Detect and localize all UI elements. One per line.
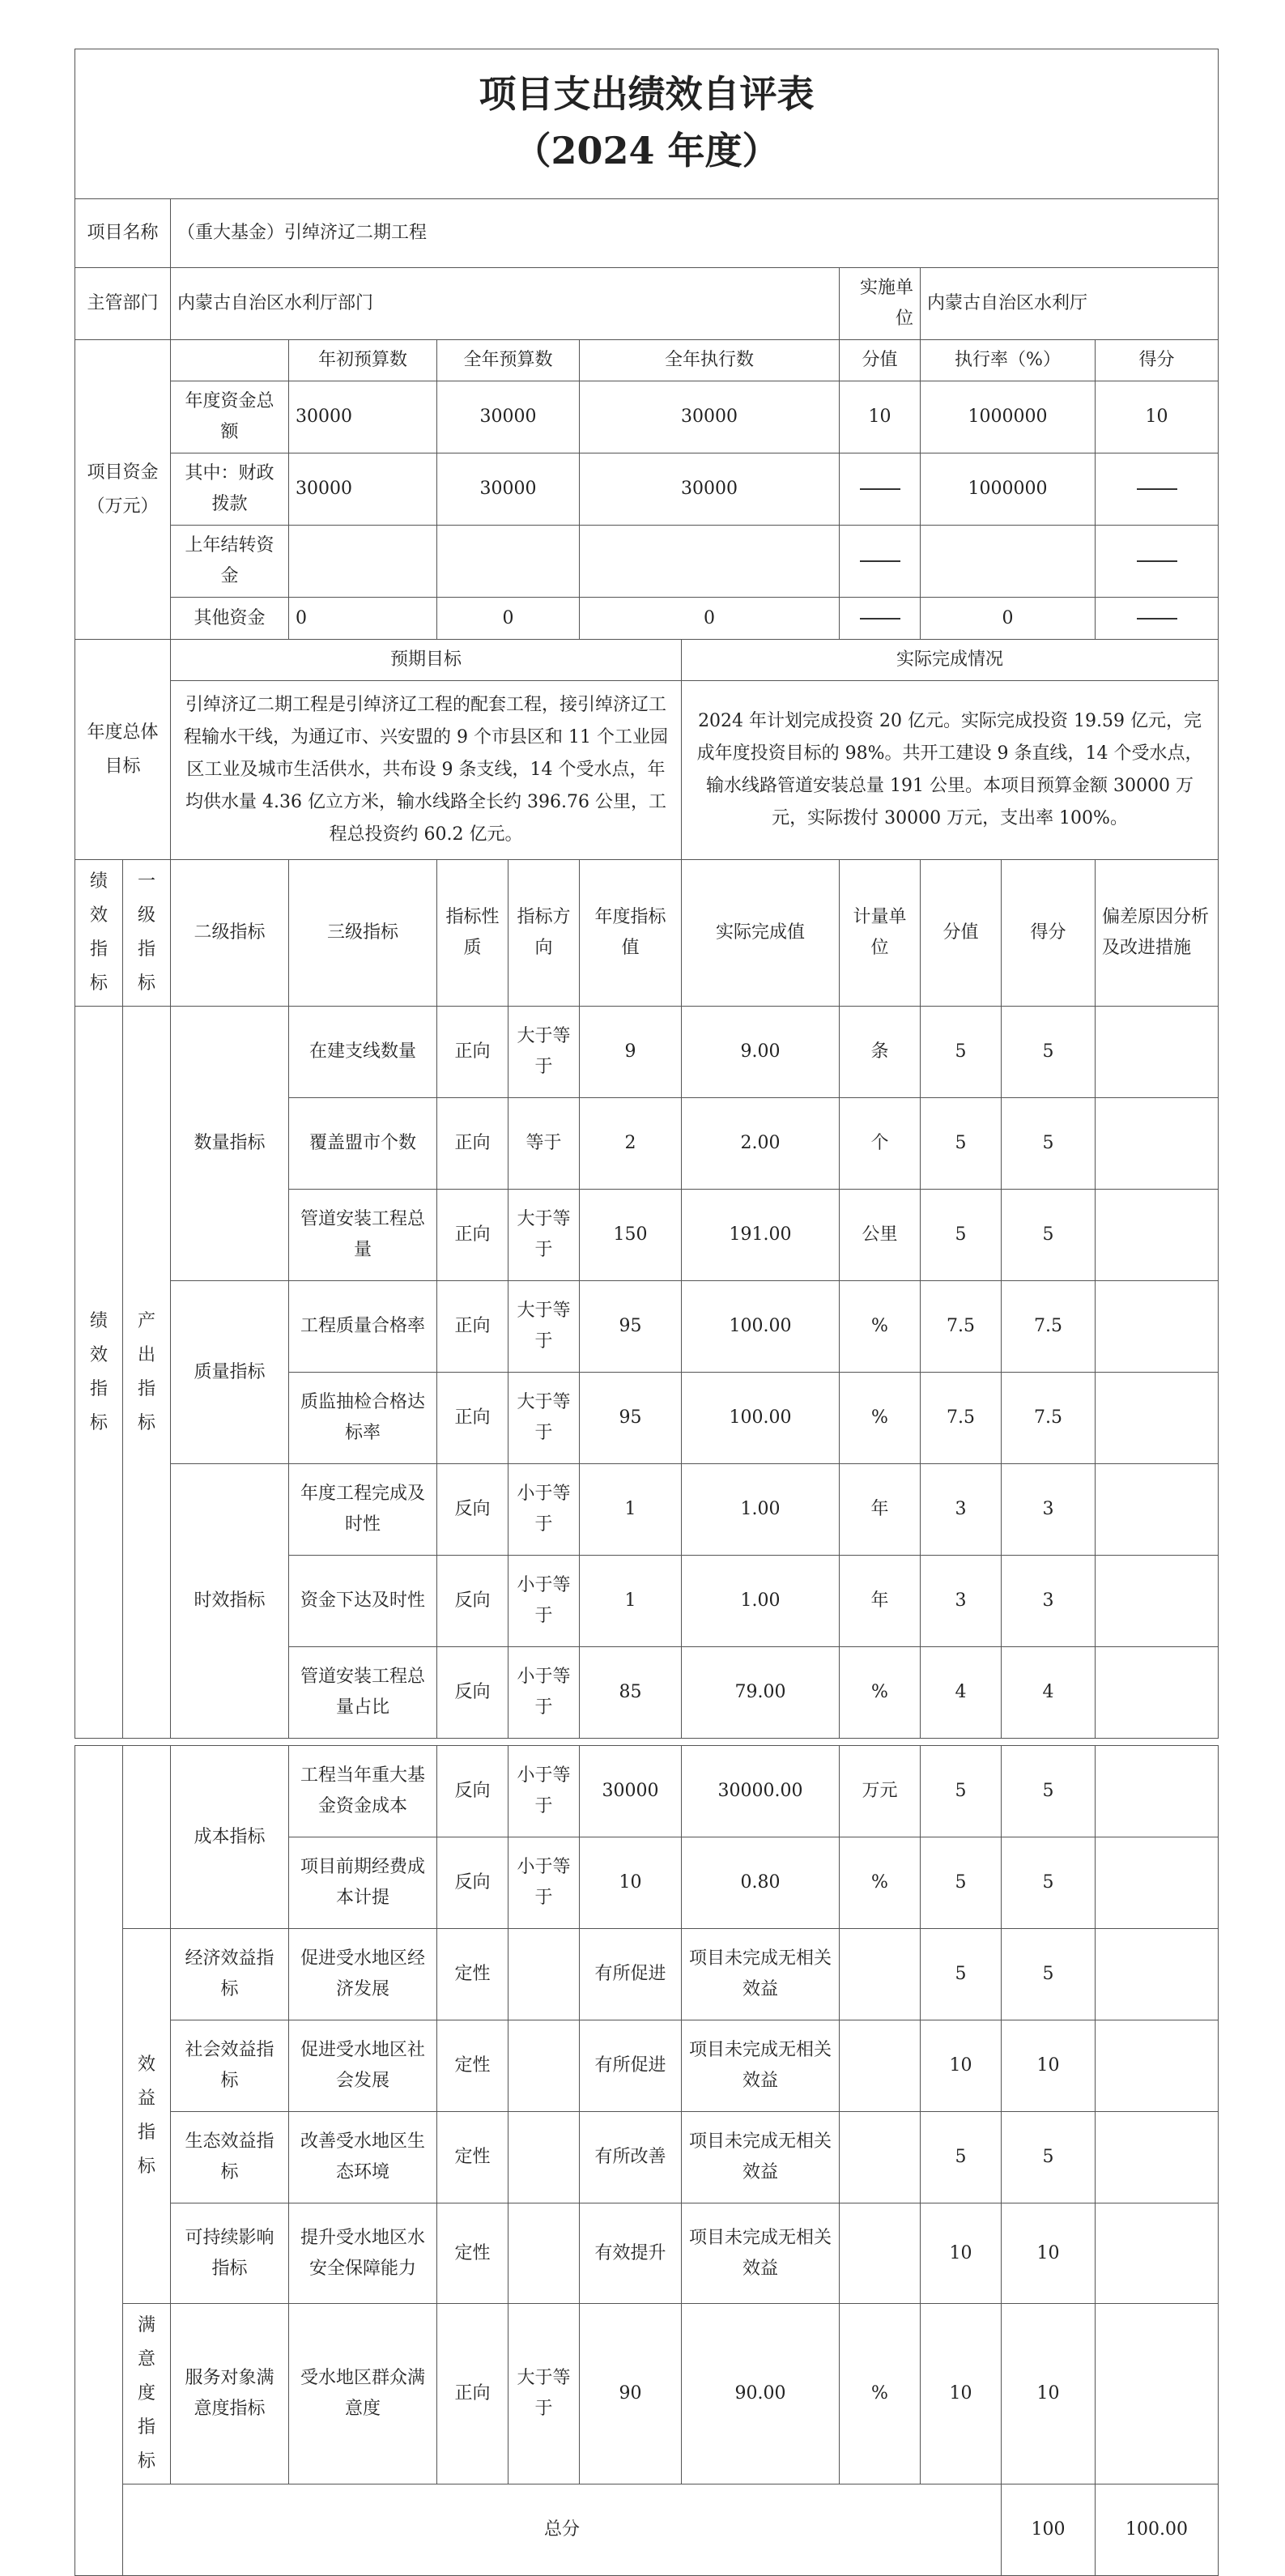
ind-score: 10 [1002,2020,1096,2112]
ind-actual: 79.00 [682,1647,840,1739]
project-name-label: 项目名称 [75,199,171,268]
ind-name: 工程当年重大基金资金成本 [289,1746,437,1837]
funds-cell: 30000 [580,381,840,453]
ind-target: 2 [580,1098,682,1190]
ind-weight: 7.5 [921,1281,1002,1373]
goals-label: 年度总体目标 [75,640,171,860]
ind-score: 5 [1002,2112,1096,2203]
ind-header: 年度指标值 [580,860,682,1007]
ind-score: 5 [1002,1746,1096,1837]
ind-actual: 项目未完成无相关效益 [682,2020,840,2112]
ind-unit: % [840,1837,921,1929]
ind-nature: 定性 [437,2112,508,2203]
goals-actual-header: 实际完成情况 [682,640,1219,681]
ind-name: 促进受水地区经济发展 [289,1929,437,2020]
ind-name: 促进受水地区社会发展 [289,2020,437,2112]
funds-cell-dash [840,453,921,526]
ind-nature: 正向 [437,2304,508,2484]
funds-cell-dash [840,598,921,640]
ind-target: 1 [580,1464,682,1556]
ind-nature: 定性 [437,2020,508,2112]
ind-target: 30000 [580,1746,682,1837]
ind-weight: 7.5 [921,1373,1002,1464]
impl-label: 实施单位 [840,268,921,340]
funds-cell [580,526,840,598]
funds-cell: 0 [921,598,1096,640]
ind-unit: % [840,1647,921,1739]
satisfaction-label: 满意度指标 [123,2304,171,2484]
funds-cell-dash [1096,526,1219,598]
ind-unit: 年 [840,1556,921,1647]
ind-weight: 10 [921,2203,1002,2304]
ind-deviation [1096,2020,1219,2112]
funds-cell: 30000 [289,453,437,526]
ind-score: 10 [1002,2203,1096,2304]
impl-value: 内蒙古自治区水利厅 [921,268,1219,340]
ind-nature: 正向 [437,1373,508,1464]
ind-target: 1 [580,1556,682,1647]
funds-label: 项目资金（万元） [75,340,171,640]
ind-weight: 5 [921,1837,1002,1929]
ind-header: 实际完成值 [682,860,840,1007]
ind-target: 95 [580,1281,682,1373]
ind-name: 受水地区群众满意度 [289,2304,437,2484]
group-service: 服务对象满意度指标 [171,2304,289,2484]
funds-cell: 1000000 [921,381,1096,453]
ind-actual: 1.00 [682,1556,840,1647]
funds-cell-dash [1096,453,1219,526]
ind-dir [508,2020,580,2112]
ind-weight: 4 [921,1647,1002,1739]
funds-header-initial: 年初预算数 [289,340,437,381]
ind-target: 9 [580,1007,682,1098]
dept-label: 主管部门 [75,268,171,340]
ind-deviation [1096,1647,1219,1739]
ind-score: 5 [1002,1929,1096,2020]
ind-dir: 大于等于 [508,1373,580,1464]
ind-deviation [1096,1007,1219,1098]
group-social: 社会效益指标 [171,2020,289,2112]
group-quantity: 数量指标 [171,1007,289,1281]
ind-actual: 191.00 [682,1190,840,1281]
ind-unit [840,1929,921,2020]
group-eco: 生态效益指标 [171,2112,289,2203]
group-sustain: 可持续影响指标 [171,2203,289,2304]
funds-cell [437,526,580,598]
ind-header: 三级指标 [289,860,437,1007]
dept-value: 内蒙古自治区水利厅部门 [171,268,840,340]
ind-nature: 反向 [437,1746,508,1837]
goals-expected-header: 预期目标 [171,640,682,681]
group-time: 时效指标 [171,1464,289,1739]
ind-dir: 小于等于 [508,1556,580,1647]
ind-header: 指标方向 [508,860,580,1007]
ind-target: 95 [580,1373,682,1464]
ind-weight: 3 [921,1464,1002,1556]
ind-target: 有所改善 [580,2112,682,2203]
page-title: 项目支出绩效自评表 [479,72,815,116]
ind-score: 5 [1002,1190,1096,1281]
ind-unit: % [840,2304,921,2484]
ind-dir: 大于等于 [508,1281,580,1373]
ind-actual: 项目未完成无相关效益 [682,2203,840,2304]
ind-actual: 100.00 [682,1281,840,1373]
ind-name: 提升受水地区水安全保障能力 [289,2203,437,2304]
ind-header: 计量单位 [840,860,921,1007]
ind-score: 7.5 [1002,1281,1096,1373]
ind-weight: 5 [921,1746,1002,1837]
ind-unit [840,2203,921,2304]
funds-row-label: 年度资金总额 [171,381,289,453]
ind-target: 85 [580,1647,682,1739]
ind-actual: 项目未完成无相关效益 [682,2112,840,2203]
ind-actual: 30000.00 [682,1746,840,1837]
funds-header-annual: 全年预算数 [437,340,580,381]
ind-name: 管道安装工程总量占比 [289,1647,437,1739]
ind-score: 10 [1002,2304,1096,2484]
ind-nature: 反向 [437,1464,508,1556]
funds-row-label: 上年结转资金 [171,526,289,598]
ind-deviation [1096,1746,1219,1837]
ind-dir [508,1929,580,2020]
ind-unit: % [840,1373,921,1464]
ind-weight: 5 [921,1929,1002,2020]
ind-header: 偏差原因分析及改进措施 [1096,860,1219,1007]
ind-dir: 大于等于 [508,1190,580,1281]
funds-cell: 0 [289,598,437,640]
ind-name: 管道安装工程总量 [289,1190,437,1281]
ind-unit [840,2112,921,2203]
ind-nature: 定性 [437,1929,508,2020]
ind-header: 一级指标 [123,860,171,1007]
ind-name: 资金下达及时性 [289,1556,437,1647]
ind-nature: 正向 [437,1281,508,1373]
funds-header-rate: 执行率（%） [921,340,1096,381]
ind-score: 7.5 [1002,1373,1096,1464]
ind-name: 覆盖盟市个数 [289,1098,437,1190]
funds-header-weight: 分值 [840,340,921,381]
ind-actual: 0.80 [682,1837,840,1929]
ind-actual: 项目未完成无相关效益 [682,1929,840,2020]
perf-label-continued [75,1746,123,2576]
ind-weight: 10 [921,2304,1002,2484]
ind-target: 10 [580,1837,682,1929]
evaluation-table-part2 [74,1745,1219,2576]
ind-score: 4 [1002,1647,1096,1739]
group-quality: 质量指标 [171,1281,289,1464]
ind-weight: 5 [921,1007,1002,1098]
funds-cell: 30000 [437,381,580,453]
funds-cell: 0 [437,598,580,640]
ind-deviation [1096,1929,1219,2020]
ind-deviation [1096,1373,1219,1464]
ind-nature: 正向 [437,1007,508,1098]
ind-dir: 小于等于 [508,1837,580,1929]
ind-dir: 小于等于 [508,1746,580,1837]
ind-target: 90 [580,2304,682,2484]
ind-nature: 正向 [437,1190,508,1281]
ind-deviation [1096,1556,1219,1647]
ind-actual: 1.00 [682,1464,840,1556]
ind-weight: 5 [921,2112,1002,2203]
ind-deviation [1096,1464,1219,1556]
ind-name: 年度工程完成及时性 [289,1464,437,1556]
perf-label: 绩效指标 [75,1007,123,1739]
ind-unit: 公里 [840,1190,921,1281]
funds-cell [289,526,437,598]
ind-deviation [1096,1098,1219,1190]
output-label-continued [123,1746,171,1929]
ind-name: 质监抽检合格达标率 [289,1373,437,1464]
ind-target: 150 [580,1190,682,1281]
group-econ: 经济效益指标 [171,1929,289,2020]
title-cell [75,49,1219,199]
ind-score: 5 [1002,1837,1096,1929]
table-gap [74,1739,1218,1745]
ind-nature: 反向 [437,1556,508,1647]
ind-dir: 等于 [508,1098,580,1190]
ind-weight: 10 [921,2020,1002,2112]
ind-dir: 小于等于 [508,1647,580,1739]
ind-header: 绩效指标 [75,860,123,1007]
funds-cell: 30000 [289,381,437,453]
ind-deviation [1096,1837,1219,1929]
funds-cell: 10 [1096,381,1219,453]
funds-cell [921,526,1096,598]
funds-row-label: 其他资金 [171,598,289,640]
ind-name: 在建支线数量 [289,1007,437,1098]
self-evaluation-sheet [74,49,1218,2576]
ind-deviation [1096,1281,1219,1373]
funds-cell-dash [1096,598,1219,640]
ind-header: 得分 [1002,860,1096,1007]
output-label: 产出指标 [123,1007,171,1739]
benefit-label: 效益指标 [123,1929,171,2304]
funds-cell: 30000 [580,453,840,526]
ind-unit [840,2020,921,2112]
ind-deviation [1096,2304,1219,2484]
funds-row-label: 其中：财政拨款 [171,453,289,526]
ind-score: 3 [1002,1556,1096,1647]
ind-weight: 5 [921,1190,1002,1281]
ind-target: 有所促进 [580,1929,682,2020]
ind-weight: 5 [921,1098,1002,1190]
goals-actual-text: 2024 年计划完成投资 20 亿元。实际完成投资 19.59 亿元，完成年度投资目标的 98%。共开工建设 9 条直线，14 个受水点，输水线路管道安装总量 191 公里。本项目预算金额 30000 万元，实际拨付 30000 万元，支出率 100%。 [682,681,1219,860]
project-name-value: （重大基金）引绰济辽二期工程 [171,199,1219,268]
funds-cell: 30000 [437,453,580,526]
ind-name: 工程质量合格率 [289,1281,437,1373]
ind-score: 3 [1002,1464,1096,1556]
ind-name: 项目前期经费成本计提 [289,1837,437,1929]
ind-nature: 反向 [437,1837,508,1929]
ind-deviation [1096,2203,1219,2304]
ind-header: 分值 [921,860,1002,1007]
ind-unit: 个 [840,1098,921,1190]
ind-dir [508,2203,580,2304]
group-cost: 成本指标 [171,1746,289,1929]
ind-actual: 90.00 [682,2304,840,2484]
ind-dir: 大于等于 [508,2304,580,2484]
ind-nature: 正向 [437,1098,508,1190]
ind-header: 二级指标 [171,860,289,1007]
ind-unit: 条 [840,1007,921,1098]
total-weight: 100 [1002,2484,1096,2576]
total-label: 总分 [123,2484,1002,2576]
funds-cell: 0 [580,598,840,640]
ind-header: 指标性质 [437,860,508,1007]
ind-actual: 100.00 [682,1373,840,1464]
funds-header-score: 得分 [1096,340,1219,381]
ind-target: 有效提升 [580,2203,682,2304]
ind-dir [508,2112,580,2203]
ind-dir: 大于等于 [508,1007,580,1098]
ind-actual: 9.00 [682,1007,840,1098]
ind-dir: 小于等于 [508,1464,580,1556]
funds-cell: 1000000 [921,453,1096,526]
goals-expected-text: 引绰济辽二期工程是引绰济辽工程的配套工程，接引绰济辽工程输水干线，为通辽市、兴安盟的 9 个市县区和 11 个工业园区工业及城市生活供水，共布设 9 条支线，14 个受水点，年均供水量 4.36 亿立方米，输水线路全长约 396.76 公里，工程总投资约 60.2 亿元。 [171,681,682,860]
page-subtitle-year: （2024 年度） [513,129,780,172]
ind-nature: 反向 [437,1647,508,1739]
funds-header-blank [171,340,289,381]
ind-weight: 3 [921,1556,1002,1647]
total-score: 100.00 [1096,2484,1219,2576]
ind-score: 5 [1002,1007,1096,1098]
ind-score: 5 [1002,1098,1096,1190]
ind-actual: 2.00 [682,1098,840,1190]
ind-nature: 定性 [437,2203,508,2304]
funds-cell: 10 [840,381,921,453]
ind-unit: 万元 [840,1746,921,1837]
funds-cell-dash [840,526,921,598]
funds-header-executed: 全年执行数 [580,340,840,381]
evaluation-table-part1 [74,49,1219,1739]
ind-deviation [1096,1190,1219,1281]
ind-target: 有所促进 [580,2020,682,2112]
ind-unit: 年 [840,1464,921,1556]
ind-name: 改善受水地区生态环境 [289,2112,437,2203]
ind-deviation [1096,2112,1219,2203]
ind-unit: % [840,1281,921,1373]
